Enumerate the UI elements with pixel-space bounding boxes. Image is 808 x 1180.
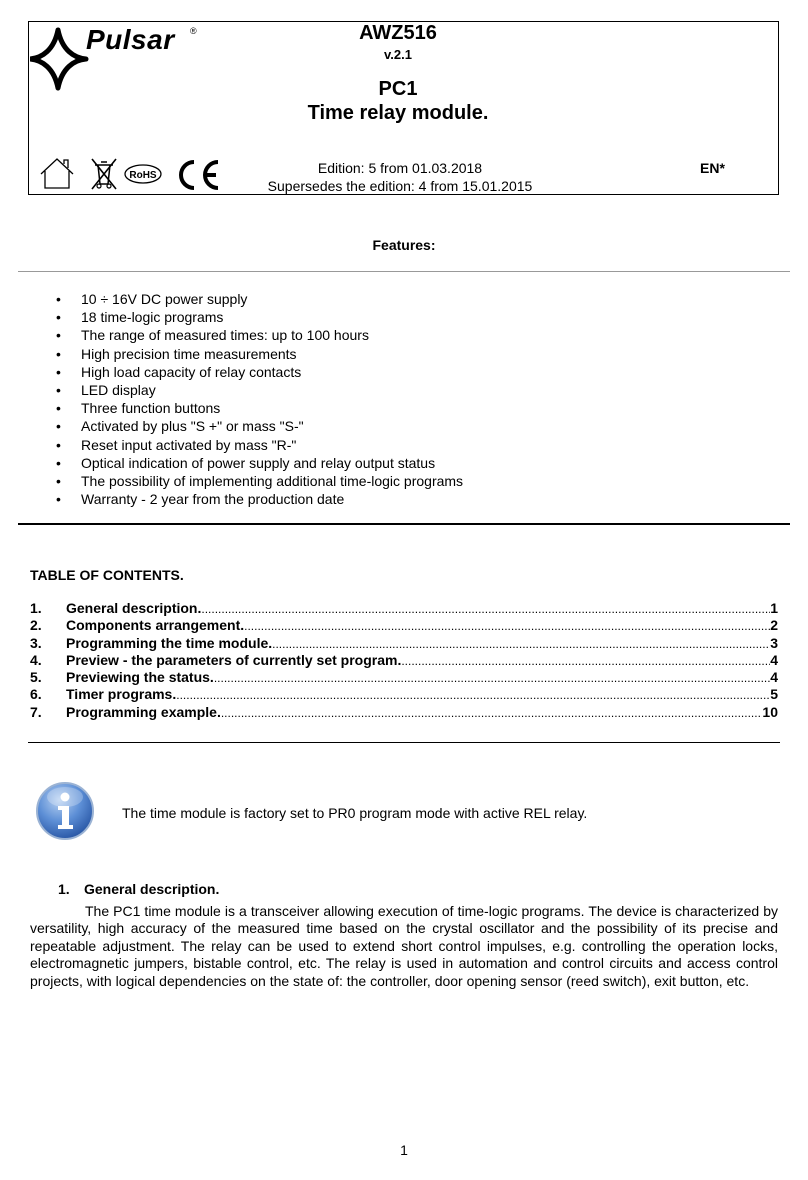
section-number: 1. xyxy=(58,881,70,897)
toc-entry[interactable] xyxy=(30,652,778,669)
toc-leader xyxy=(201,601,770,618)
divider xyxy=(28,742,780,743)
list-item: • The range of measured times: up to 100 hours xyxy=(56,326,756,344)
toc-entry-title[interactable]: Timer programs. xyxy=(66,686,177,703)
toc-heading: TABLE OF CONTENTS. xyxy=(30,567,184,583)
home-indoor-icon xyxy=(41,159,73,188)
list-item: • Three function buttons xyxy=(56,399,756,417)
toc-entry-number: 7. xyxy=(30,703,42,720)
toc-entry-page[interactable]: 2 xyxy=(770,617,778,634)
toc-entry-title[interactable]: General description. xyxy=(66,600,202,616)
toc-entry[interactable] xyxy=(30,600,778,617)
toc-entry-page[interactable]: 4 xyxy=(770,651,778,668)
toc-leader xyxy=(272,636,770,653)
toc-entry-title[interactable]: Programming the time module. xyxy=(66,634,273,651)
product-code: AWZ516 xyxy=(359,22,437,44)
toc-entry-number: 4. xyxy=(30,651,42,668)
toc-entry[interactable] xyxy=(30,617,778,634)
list-item: • Warranty - 2 year from the production date xyxy=(56,490,756,508)
toc-leader xyxy=(214,670,770,687)
brand-name: Pulsar xyxy=(86,24,175,55)
toc-entry-number: 3. xyxy=(30,634,42,651)
toc-entry[interactable] xyxy=(30,686,778,703)
section-heading: General description. xyxy=(84,881,220,897)
toc-entry-number: 5. xyxy=(30,669,42,686)
toc-entry[interactable] xyxy=(30,669,778,686)
toc-entry-page[interactable]: 5 xyxy=(770,686,778,703)
divider xyxy=(18,271,790,272)
edition-info: Edition: 5 from 01.03.2018 xyxy=(317,160,483,176)
certification-icons xyxy=(38,154,228,194)
toc-entry-page[interactable]: 3 xyxy=(770,634,778,651)
toc-entry-title[interactable]: Previewing the status. xyxy=(66,669,214,686)
toc-leader xyxy=(244,618,770,635)
product-name: PC1 xyxy=(378,78,418,100)
document-title: Time relay module. xyxy=(307,102,489,124)
toc-entry-title[interactable]: Preview - the parameters of currently set program. xyxy=(66,651,402,668)
list-item: • 10 ÷ 16V DC power supply xyxy=(56,290,756,308)
features-heading: Features: xyxy=(372,237,436,253)
list-item: • High load capacity of relay contacts xyxy=(56,363,756,381)
toc-entry-title[interactable]: Components arrangement. xyxy=(66,617,245,634)
list-item: • Activated by plus "S +" or mass "S-" xyxy=(56,417,756,435)
toc-entry-page[interactable]: 10 xyxy=(762,703,778,720)
toc-leader xyxy=(176,687,770,704)
document-version: v.2.1 xyxy=(384,47,412,62)
toc-entry-page[interactable]: 1 xyxy=(770,600,778,616)
list-item: • LED display xyxy=(56,381,756,399)
features-list xyxy=(56,290,756,508)
toc-entry-page[interactable]: 4 xyxy=(770,669,778,686)
page-number: 1 xyxy=(400,1142,408,1158)
toc-entry-number: 1. xyxy=(30,600,42,616)
toc-entry[interactable] xyxy=(30,635,778,652)
list-item: • Optical indication of power supply and relay output status xyxy=(56,454,756,472)
toc-leader xyxy=(401,653,770,670)
supersedes-info: Supersedes the edition: 4 from 15.01.2015 xyxy=(267,178,533,194)
svg-text:RoHS: RoHS xyxy=(129,170,157,181)
list-item: • Reset input activated by mass "R-" xyxy=(56,436,756,454)
table-of-contents xyxy=(30,600,778,721)
divider xyxy=(18,523,790,525)
list-item: • High precision time measurements xyxy=(56,345,756,363)
list-item: • The possibility of implementing additional time-logic programs xyxy=(56,472,756,490)
language-code: EN* xyxy=(700,160,725,176)
section-paragraph: The PC1 time module is a transceiver allowing execution of time-logic programs. The device is characterized by versatility, high accuracy of the measured time based on the crystal oscillator and the possibility of its precise and repeatable adjustment. The relay can be used to extend short control impulses, e.g. controlling the operation locks, electromagnetic jumpers, bistable control, etc. The relay is used in automation and control circuits and access control projects, with logical dependencies on the state of: the controller, door opening sensor (reed switch), exit button, etc. xyxy=(30,903,778,989)
info-icon xyxy=(34,780,96,842)
ce-mark-icon xyxy=(181,162,218,188)
list-item: • 18 time-logic programs xyxy=(56,308,756,326)
rohs-icon xyxy=(125,165,161,183)
toc-entry-number: 2. xyxy=(30,617,42,634)
registered-mark: ® xyxy=(190,26,197,36)
toc-entry[interactable] xyxy=(30,704,778,721)
weee-bin-icon xyxy=(92,159,116,189)
toc-entry-number: 6. xyxy=(30,686,42,703)
toc-leader xyxy=(221,705,763,722)
factory-setting-note: The time module is factory set to PR0 program mode with active REL relay. xyxy=(122,805,588,821)
toc-entry-title[interactable]: Programming example. xyxy=(66,703,221,720)
